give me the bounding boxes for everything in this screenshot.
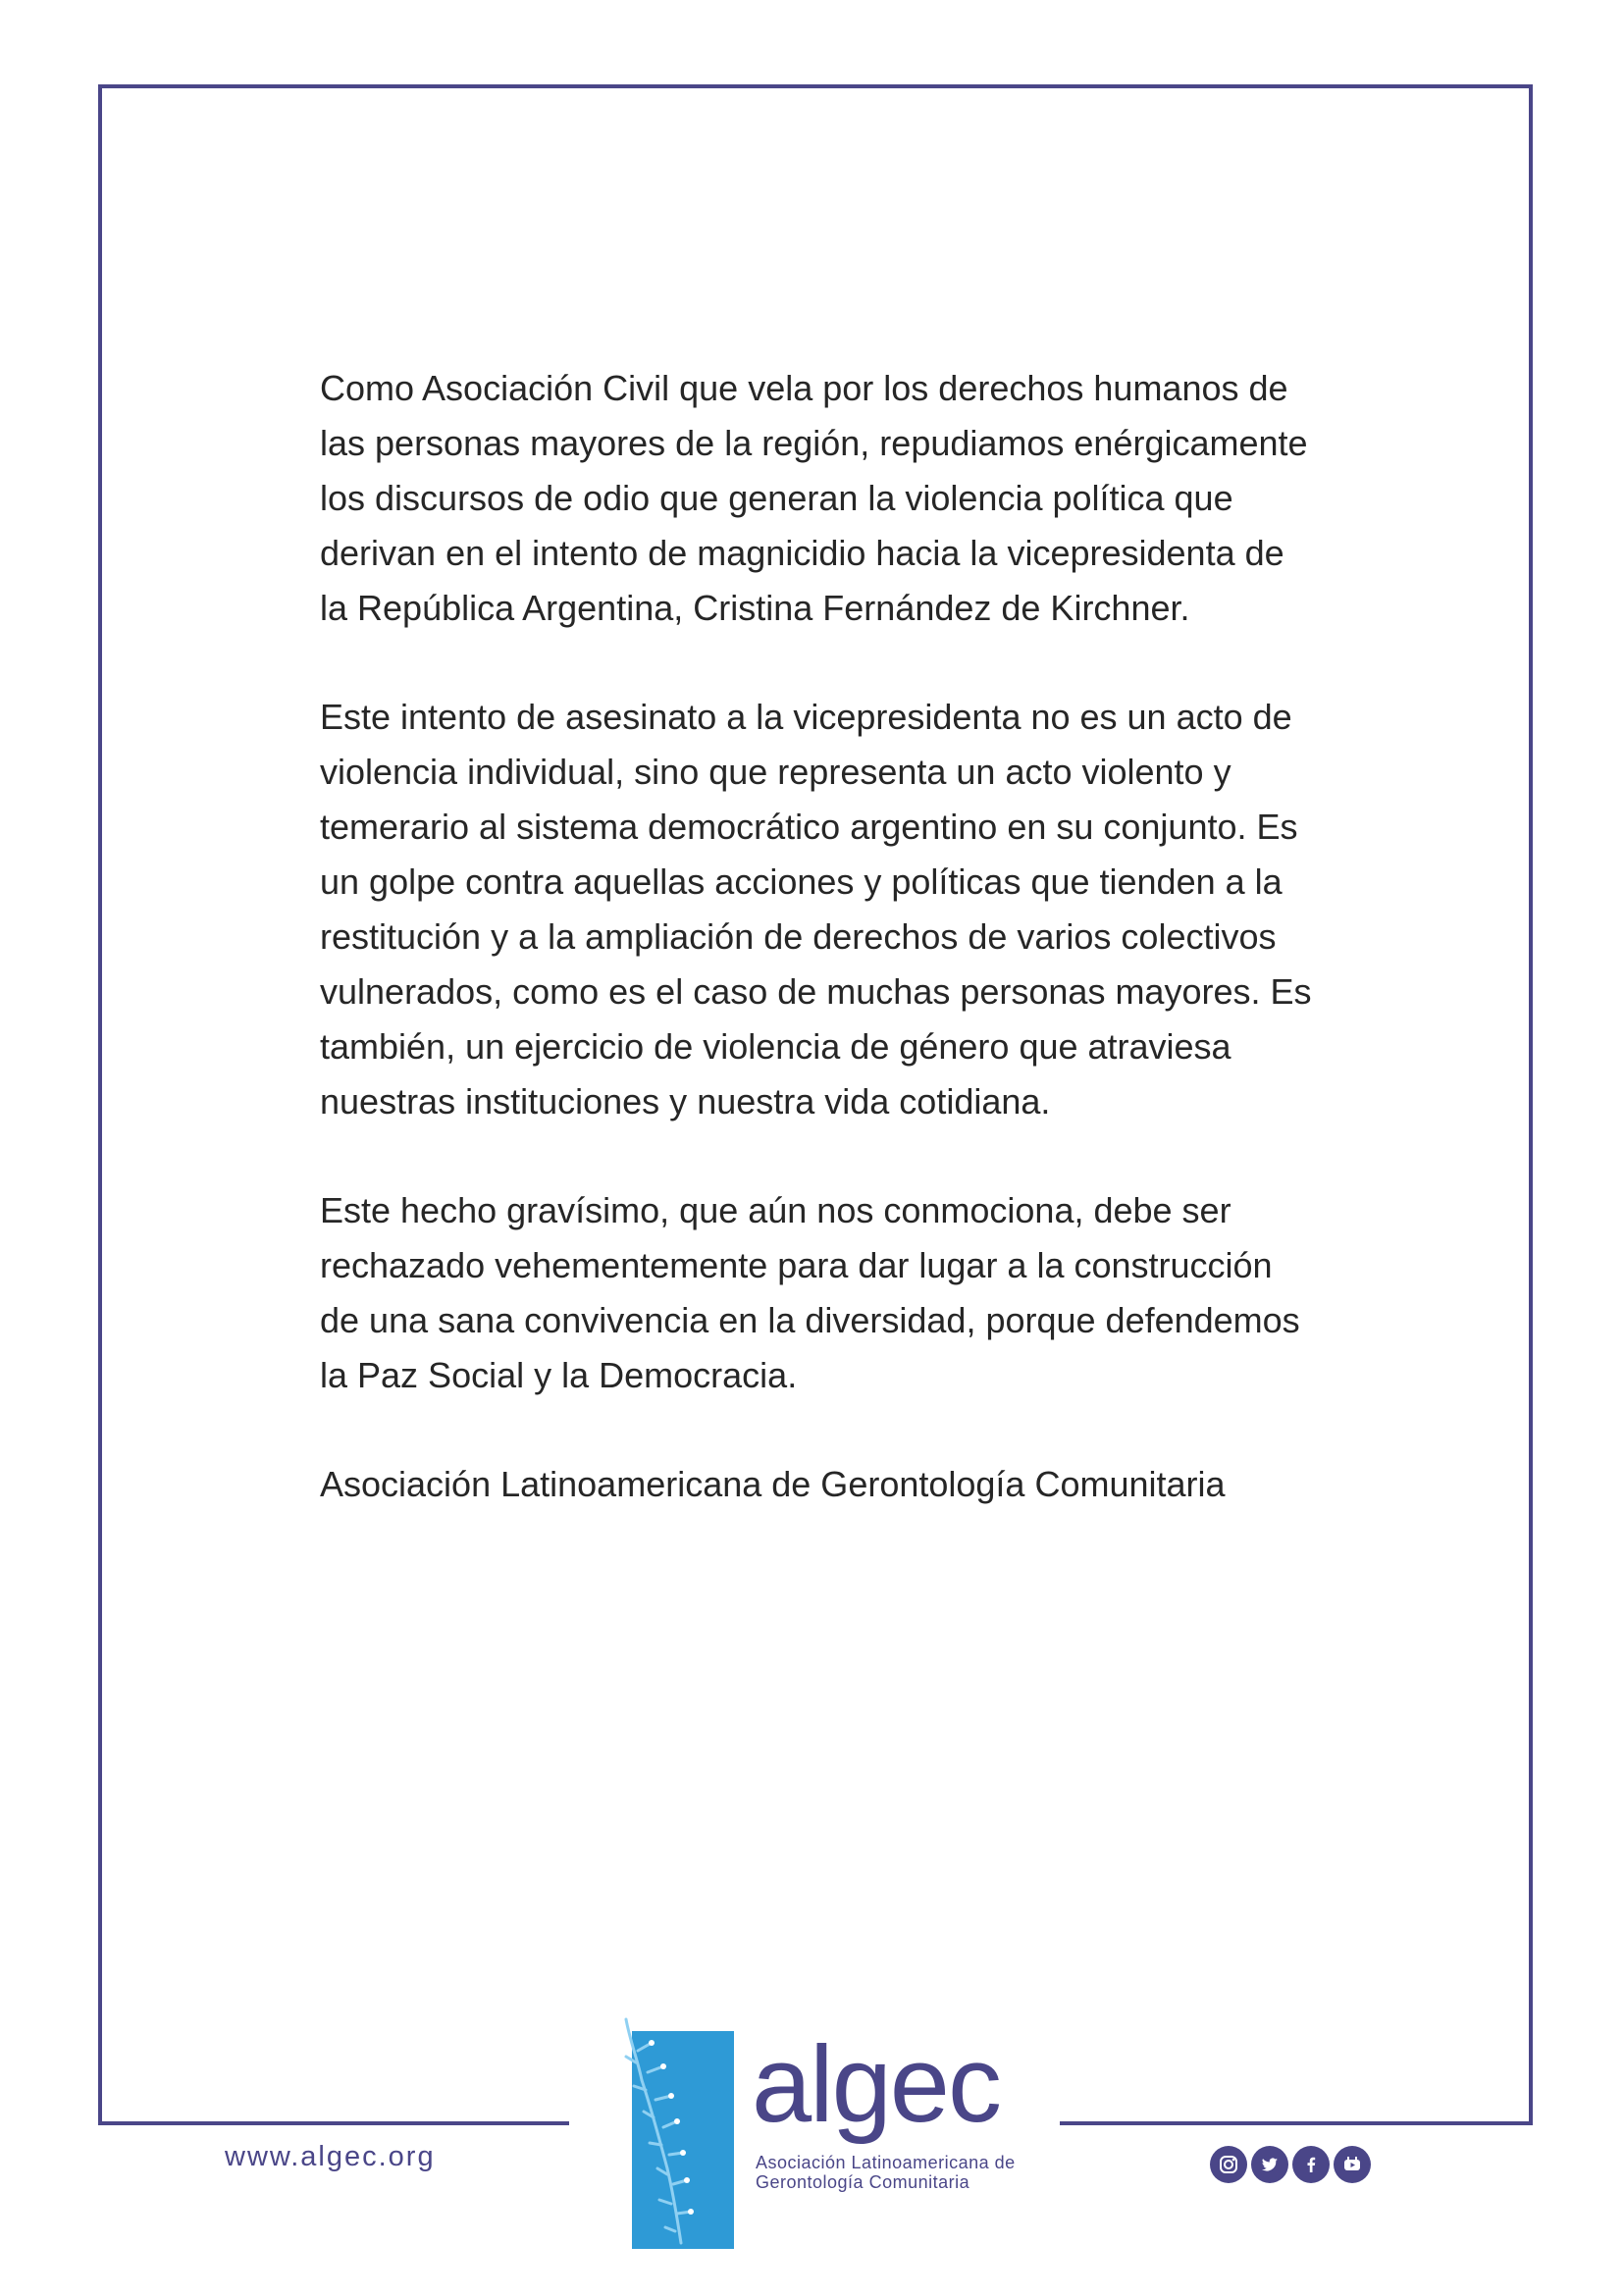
algec-wordmark: algec (752, 2024, 1000, 2145)
tagline-line-2: Gerontología Comunitaria (756, 2172, 970, 2192)
tagline-line-1: Asociación Latinoamericana de (756, 2153, 1016, 2172)
statement-body (320, 361, 1321, 1566)
frame-bottom-right-border (1060, 2121, 1533, 2125)
paragraph-2: Este intento de asesinato a la vicepresidenta no es un acto de violencia individual, sino que representa un acto violento y temerario al sistema democrático argentino en su conjunto. Es un golpe contra aquellas acciones y políticas que tienden a la restitución y a la ampliación de derechos de varios colectivos vulnerados, como es el caso de muchas personas mayores. Es también, un ejercicio de violencia de género que atraviesa nuestras instituciones y nuestra vida cotidiana. (320, 697, 1312, 1122)
instagram-icon[interactable] (1210, 2146, 1247, 2183)
facebook-icon[interactable] (1292, 2146, 1330, 2183)
frame-bottom-left-border (98, 2121, 569, 2125)
algec-tagline (756, 2153, 1016, 2192)
frame-right-border (1529, 84, 1533, 2125)
paragraph-1: Como Asociación Civil que vela por los derechos humanos de las personas mayores de la región, repudiamos enérgicamente los discursos de odio que generan la violencia política que derivan en el intento de magnicidio hacia la vicepresidenta de la República Argentina, Cristina Fernández de Kirchner. (320, 368, 1308, 628)
twitter-icon[interactable] (1251, 2146, 1288, 2183)
website-link[interactable]: www.algec.org (225, 2141, 436, 2172)
frame-left-border (98, 84, 102, 2125)
youtube-icon[interactable] (1334, 2146, 1371, 2183)
social-icons (1210, 2146, 1371, 2183)
algec-logo-mark (608, 2011, 738, 2249)
frame-top-border (98, 84, 1533, 88)
paragraph-3: Este hecho gravísimo, que aún nos conmociona, debe ser rechazado vehementemente para dar lugar a la construcción de una sana convivencia en la diversidad, porque defendemos la Paz Social y la Democracia. (320, 1190, 1300, 1395)
signature: Asociación Latinoamericana de Gerontología Comunitaria (320, 1464, 1226, 1504)
